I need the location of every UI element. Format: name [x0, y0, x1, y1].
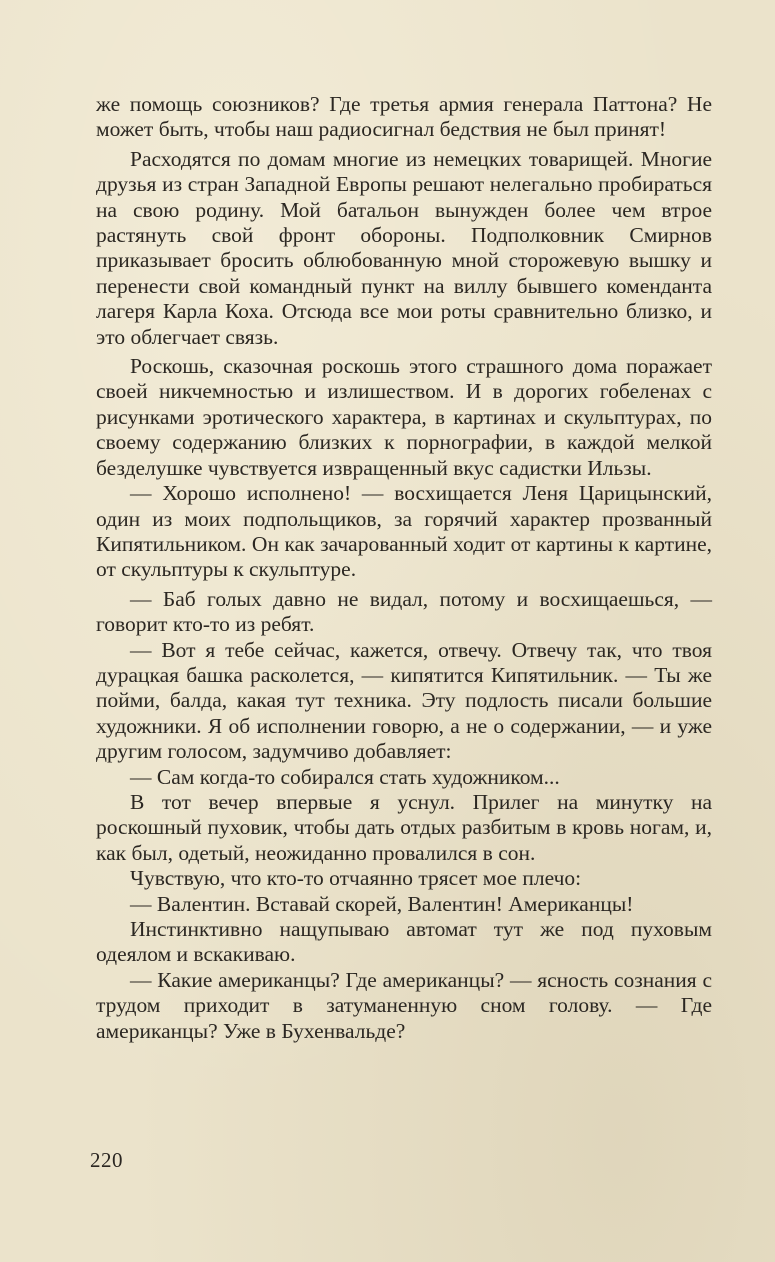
paragraph: — Какие американцы? Где американцы? — ясность сознания с трудом приходит в затуманенную сном голову. — Где американцы? Уже в Бухенвальде?	[96, 967, 712, 1043]
paragraph: Инстинктивно нащупываю автомат тут же под пуховым одеялом и вскакиваю.	[96, 917, 712, 967]
paragraph: — Сам когда-то собирался стать художником...	[130, 764, 560, 789]
paragraph: — Вот я тебе сейчас, кажется, отвечу. Отвечу так, что твоя дурацкая башка расколется, — кипятится Кипятильник. — Ты же пойми, балда, какая тут техника. Эту подлость писали большие художники. Я об исполнении говорю, а не о содержании, — и уже другим голосом, задумчиво добавляет:	[96, 637, 712, 764]
paragraph: Чувствую, что кто-то отчаянно трясет мое плечо:	[130, 866, 582, 891]
paragraph: — Баб голых давно не видал, потому и восхищаешься, — говорит кто-то из ребят.	[96, 586, 712, 637]
paragraph: В тот вечер впервые я уснул. Прилег на минутку на роскошный пуховик, чтобы дать отдых разбитым в кровь ногам, и, как был, одетый, неожиданно провалился в сон.	[96, 789, 712, 865]
paragraph: Расходятся по домам многие из немецких товарищей. Многие друзья из стран Западной Европы решают нелегально пробираться на свою родину. Мой батальон вынужден более чем втрое растянуть свой фронт обороны. Подполковник Смирнов приказывает бросить облюбованную мной сторожевую вышку и перенести свой командный пункт на виллу бывшего коменданта лагеря Карла Коха. Отсюда все мои роты сравнительно близко, и это облегчает связь.	[96, 146, 712, 349]
page-number: 220	[90, 1148, 123, 1172]
paragraph: же помощь союзников? Где третья армия генерала Паттона? Не может быть, чтобы наш радиосигнал бедствия не был принят!	[96, 92, 712, 142]
body-text	[96, 92, 712, 1044]
paragraph: — Хорошо исполнено! — восхищается Леня Царицынский, один из моих подпольщиков, за горячий характер прозванный Кипятильником. Он как зачарованный ходит от картины к картине, от скульптуры к скульптуре.	[96, 481, 712, 582]
paragraph: — Валентин. Вставай скорей, Валентин! Американцы!	[130, 891, 634, 916]
paragraph: Роскошь, сказочная роскошь этого страшного дома поражает своей никчемностью и излишеством. И в дорогих гобеленах с рисунками эротического характера, в картинах и скульптурах, по своему содержанию близких к порнографии, в каждой мелкой безделушке чувствуется извращенный вкус садистки Ильзы.	[96, 354, 712, 480]
